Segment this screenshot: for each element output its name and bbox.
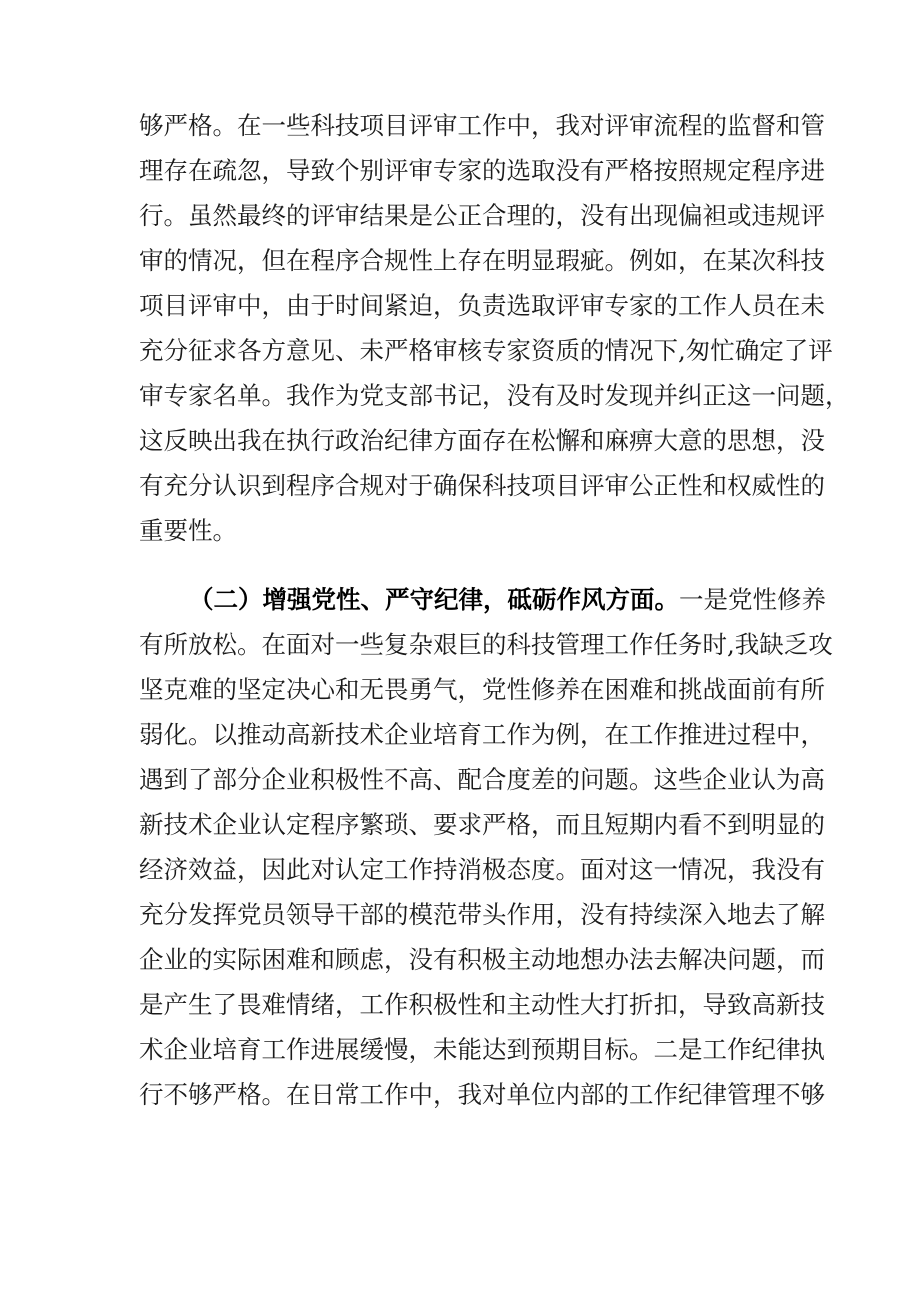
section-heading: （二）增强党性、严守纪律，砥砺作风方面。 [189,585,679,614]
text-line: 够严格。在一些科技项目评审工作中，我对评审流程的监督和管 [139,111,825,140]
text-span: 一是党性修养 [679,585,826,614]
text-line: 术企业培育工作进展缓慢，未能达到预期目标。二是工作纪律执 [139,1035,825,1064]
text-line: 项目评审中，由于时间紧迫，负责选取评审专家的工作人员在未 [139,291,825,320]
text-line: 审专家名单。我作为党支部书记，没有及时发现并纠正这一问题， [139,381,850,410]
text-line: 经济效益，因此对认定工作持消极态度。面对这一情况，我没有 [139,855,825,884]
text-line: 有所放松。在面对一些复杂艰巨的科技管理工作任务时,我缺乏攻 [139,630,833,659]
text-line: 行。虽然最终的评审结果是公正合理的，没有出现偏袒或违规评 [139,201,825,230]
text-line: 遇到了部分企业积极性不高、配合度差的问题。这些企业认为高 [139,765,825,794]
text-line: 充分发挥党员领导干部的模范带头作用，没有持续深入地去了解 [139,900,825,929]
text-line: 新技术企业认定程序繁琐、要求严格，而且短期内看不到明显的 [139,810,825,839]
text-line: 审的情况，但在程序合规性上存在明显瑕疵。例如，在某次科技 [139,246,825,275]
text-line: 是产生了畏难情绪，工作积极性和主动性大打折扣，导致高新技 [139,990,825,1019]
text-line: 理存在疏忽，导致个别评审专家的选取没有严格按照规定程序进 [139,156,825,185]
text-line: 弱化。以推动高新技术企业培育工作为例，在工作推进过程中， [139,720,825,749]
text-line: 这反映出我在执行政治纪律方面存在松懈和麻痹大意的思想，没 [139,426,825,455]
text-line: 坚克难的坚定决心和无畏勇气，党性修养在困难和挑战面前有所 [139,675,825,704]
text-line: 企业的实际困难和顾虑，没有积极主动地想办法去解决问题，而 [139,945,825,974]
text-line: 重要性。 [139,516,237,545]
text-line: 行不够严格。在日常工作中，我对单位内部的工作纪律管理不够 [139,1080,825,1109]
text-line: 有充分认识到程序合规对于确保科技项目评审公正性和权威性的 [139,471,825,500]
text-line: 充分征求各方意见、未严格审核专家资质的情况下,匆忙确定了评 [139,336,833,365]
paragraph-heading-line [189,580,826,620]
